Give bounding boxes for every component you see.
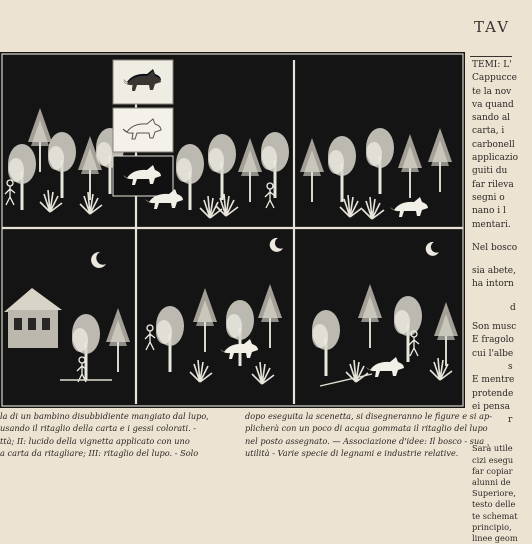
side-line: sando al [472, 113, 511, 124]
side-block-sara [472, 443, 532, 544]
caption-line: usando il ritaglio della carta e i gessi colorati. - [0, 423, 197, 434]
side-line: far rileva [472, 179, 514, 190]
side-block-d [472, 302, 532, 315]
side-line: cui l'albe [472, 348, 514, 359]
caption-line: nel posto assegnato. — Associazione d'idee: Il bosco - sua [245, 435, 485, 446]
side-line: protende [472, 388, 514, 399]
side-line: linee geom [472, 533, 518, 544]
side-block-temi [472, 59, 532, 232]
side-line: alunni de [472, 477, 511, 488]
side-line: te schemat [472, 510, 518, 521]
caption-line: dopo eseguita la scenetta, si disegneranno le figure e si ap- [245, 411, 492, 421]
side-line: nano i l [472, 206, 506, 217]
side-line: guiti du [472, 166, 508, 177]
caption-line: la di un bambino disubbidiente mangiato dal lupo, [0, 411, 209, 421]
side-line: Sarà utile [472, 443, 513, 454]
side-line: cizi esegu [472, 454, 514, 465]
side-line: Cappucce [472, 73, 517, 84]
side-text-column [472, 59, 532, 544]
side-block-abete [472, 265, 532, 292]
caption-line: plicherà con un poco di acqua gommata il ritaglio del lupo [245, 423, 488, 434]
side-line: ha intorn [472, 279, 514, 290]
side-line: principio, [472, 521, 512, 532]
side-line: mentari. [472, 219, 511, 230]
side-line: far copiar [472, 465, 513, 476]
side-line: va quand [472, 99, 514, 110]
caption-line: ttà; II: lucido della vignetta applicato con uno [0, 435, 190, 446]
side-line: applicazio [472, 153, 519, 164]
side-block-bosco [472, 242, 532, 255]
side-line: s [508, 361, 513, 372]
side-line: testo delle [472, 499, 516, 510]
side-block-mentre [472, 374, 532, 427]
caption-line: a carta da ritagliare; III: ritaglio del lupo. - Solo [0, 447, 199, 458]
illustration-plate [0, 52, 465, 408]
side-line: d [510, 302, 516, 313]
caption-right-column [245, 410, 492, 459]
side-block-musc [472, 321, 532, 374]
side-line: Nel bosco [472, 242, 518, 253]
heading-rule [470, 56, 512, 57]
side-line: sia abete, [472, 266, 516, 277]
side-line: Son musc [472, 322, 517, 333]
side-line: te la nov [472, 86, 512, 97]
side-line: E mentre [472, 375, 515, 386]
side-line: Superiore, [472, 488, 516, 499]
caption-line: utilità - Varie specie di legnami e industrie relative. [245, 447, 459, 458]
side-line: segni o [472, 192, 505, 203]
scene-illustrations [0, 52, 465, 408]
side-line: ei pensa [472, 401, 510, 412]
side-line: carbonell [472, 139, 515, 150]
page-heading: TAV [474, 18, 511, 36]
side-line: carta, i [472, 126, 505, 137]
caption-left-column [0, 410, 228, 459]
side-line: E fragolo [472, 335, 514, 346]
side-line: TEMI: L' [472, 60, 512, 70]
side-line: r [508, 415, 513, 426]
